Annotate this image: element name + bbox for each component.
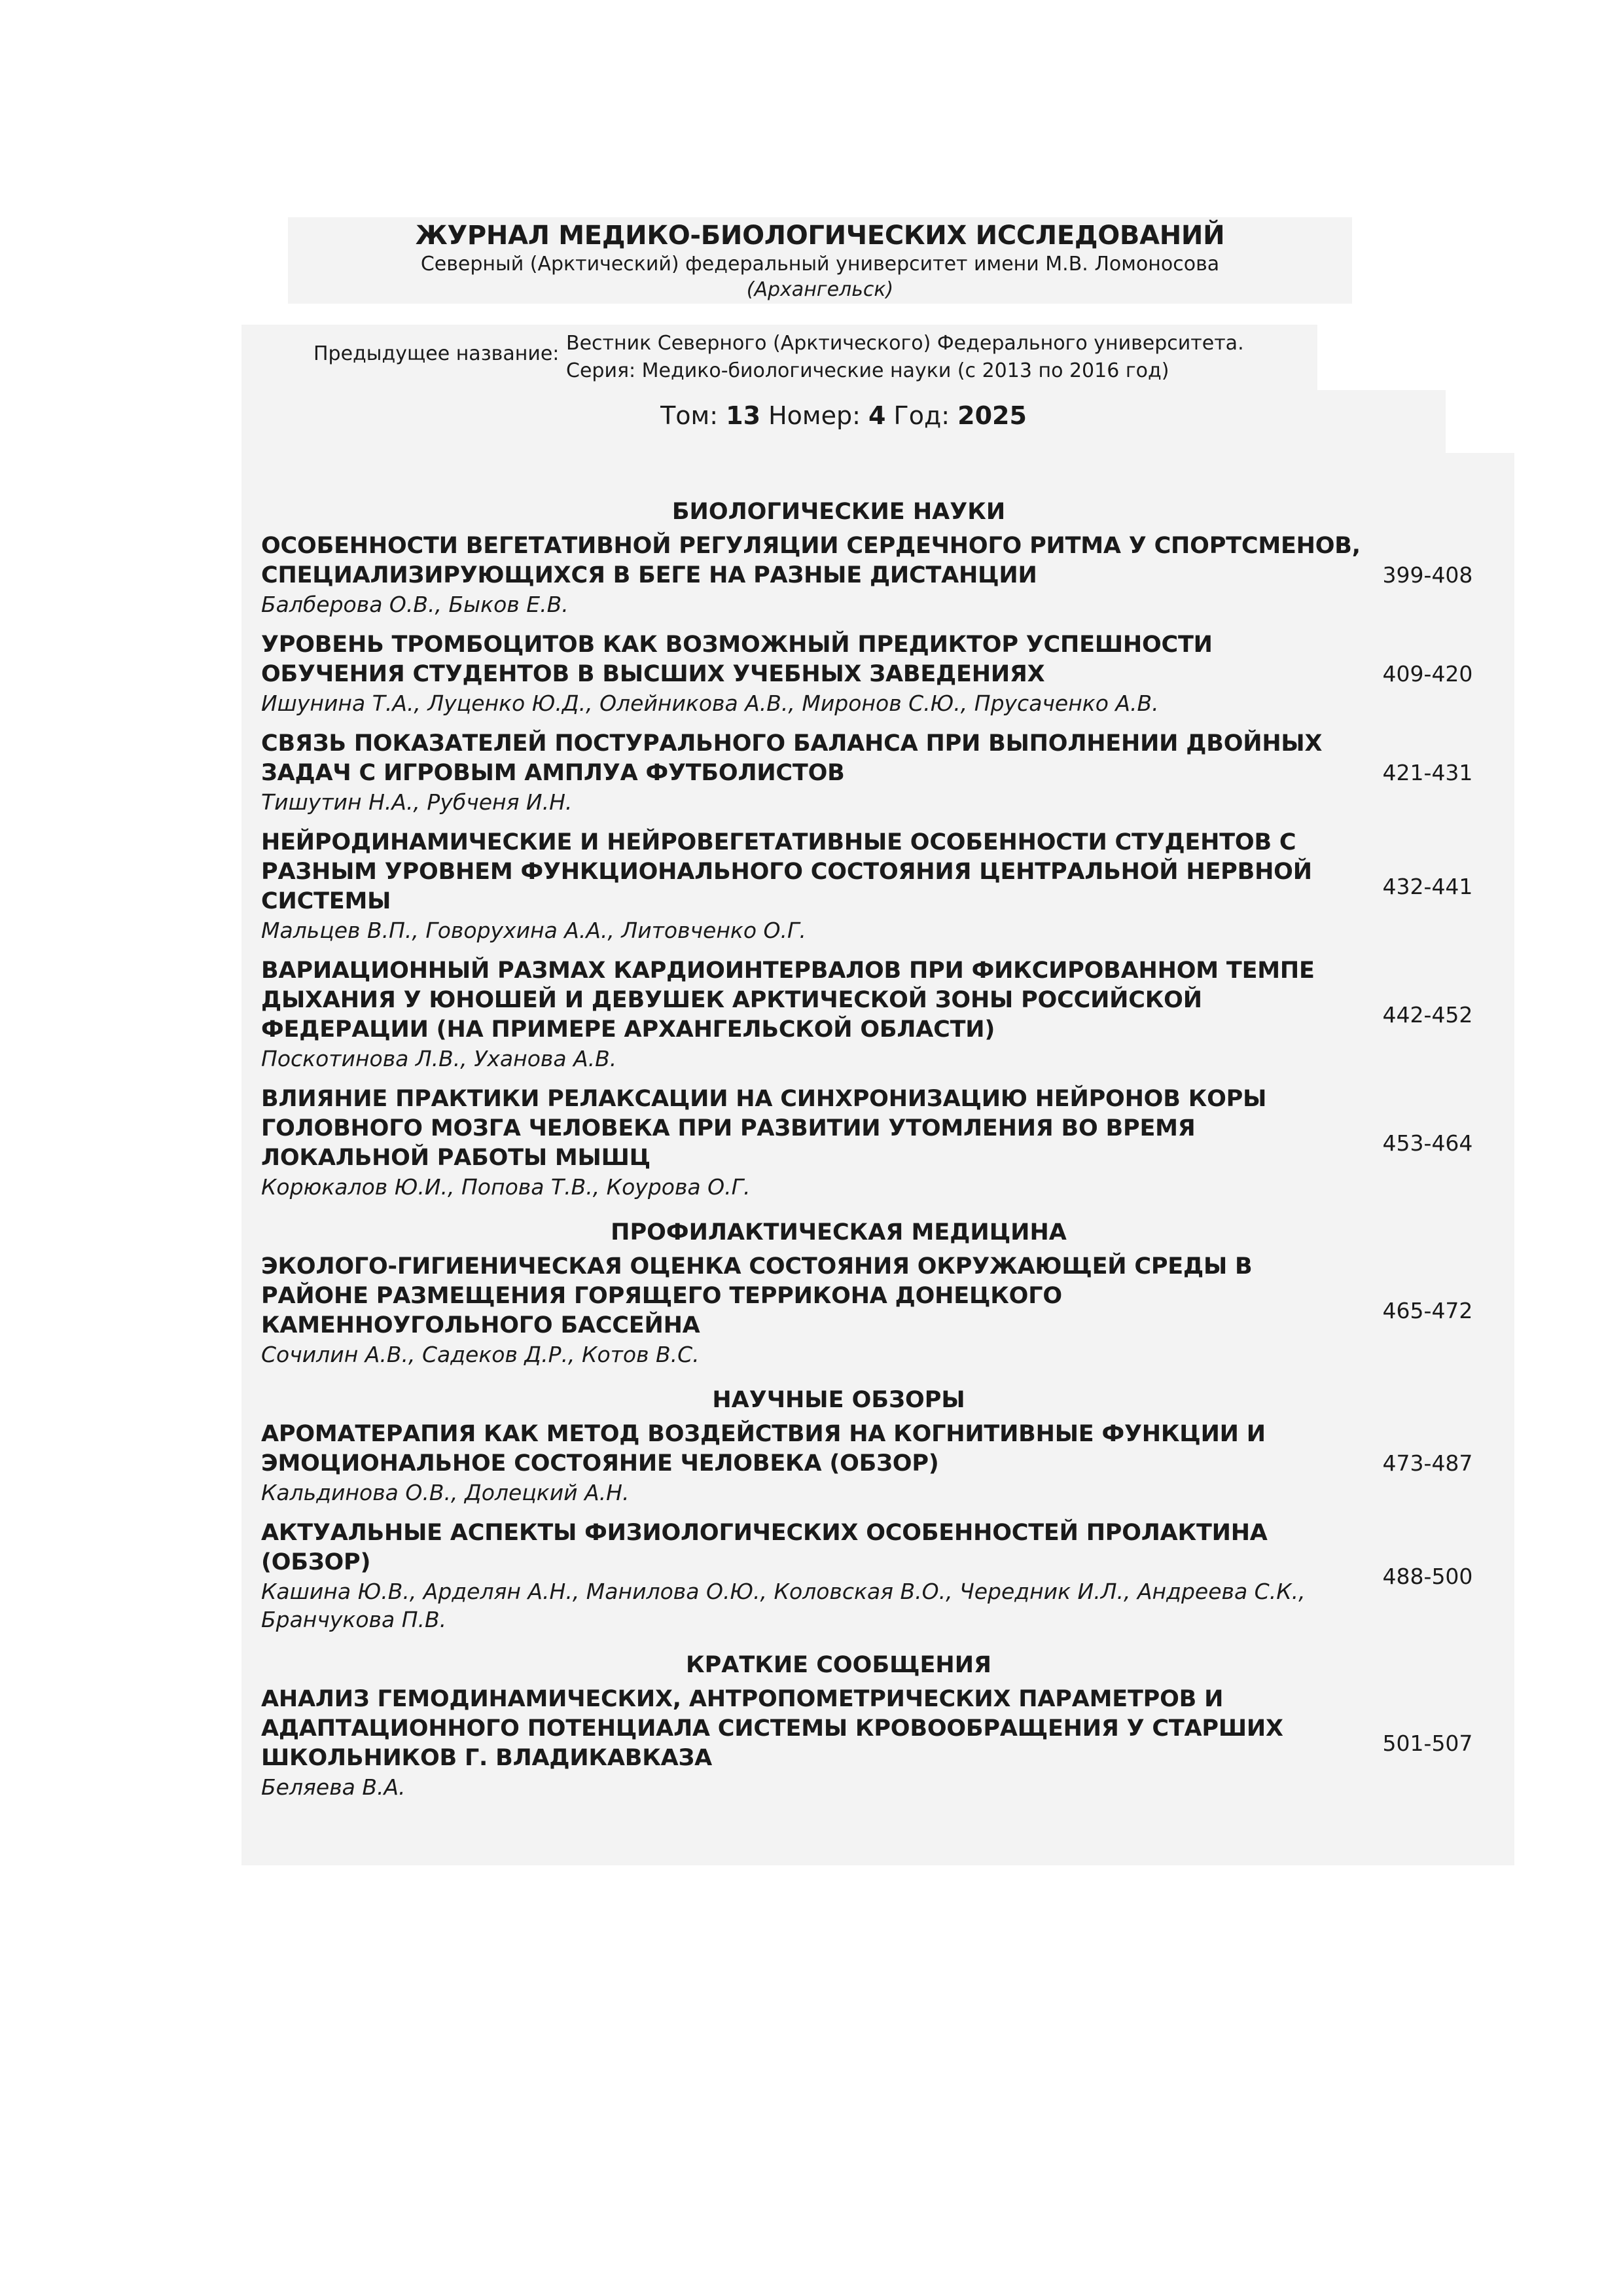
volume-label: Том: <box>660 401 719 430</box>
article-title[interactable]: ВЛИЯНИЕ ПРАКТИКИ РЕЛАКСАЦИИ НА СИНХРОНИЗАЦИЮ НЕЙРОНОВ КОРЫ ГОЛОВНОГО МОЗГА ЧЕЛОВЕКА ПРИ РАЗВИТИИ УТОМЛЕНИЯ ВО ВРЕМЯ ЛОКАЛЬНОЙ РАБОТЫ МЫШЦ <box>261 1086 1267 1171</box>
previous-name-block <box>241 325 1317 390</box>
article-authors: Корюкалов Ю.И., Попова Т.В., Коурова О.Г. <box>261 1174 751 1200</box>
article-info <box>261 1685 1361 1801</box>
journal-title: ЖУРНАЛ МЕДИКО-БИОЛОГИЧЕСКИХ ИССЛЕДОВАНИЙ <box>415 221 1225 251</box>
article-authors: Кальдинова О.В., Долецкий А.Н. <box>261 1480 630 1505</box>
article-entry <box>261 956 1495 1073</box>
article-entry <box>261 1085 1495 1201</box>
article-info <box>261 630 1361 717</box>
article-info <box>261 531 1361 619</box>
issue-line <box>241 393 1446 439</box>
article-authors: Ишунина Т.А., Луценко Ю.Д., Олейникова А.В., Миронов С.Ю., Прусаченко А.В. <box>261 691 1159 716</box>
article-title[interactable]: АКТУАЛЬНЫЕ АСПЕКТЫ ФИЗИОЛОГИЧЕСКИХ ОСОБЕННОСТЕЙ ПРОЛАКТИНА (ОБЗОР) <box>261 1520 1268 1575</box>
article-pages: 501-507 <box>1382 1730 1473 1756</box>
section-heading: ПРОФИЛАКТИЧЕСКАЯ МЕДИЦИНА <box>611 1219 1067 1246</box>
article-authors: Мальцев В.П., Говорухина А.А., Литовченко О.Г. <box>261 918 806 943</box>
previous-name-label: Предыдущее название: <box>313 342 560 365</box>
article-info <box>261 956 1361 1073</box>
table-of-contents <box>241 453 1514 1865</box>
number-label: Номер: <box>768 401 861 430</box>
volume-value: 13 <box>726 401 761 430</box>
article-entry <box>261 1518 1495 1634</box>
article-authors: Тишутин Н.А., Рубченя И.Н. <box>261 789 573 815</box>
article-pages: 465-472 <box>1382 1297 1473 1323</box>
article-title[interactable]: УРОВЕНЬ ТРОМБОЦИТОВ КАК ВОЗМОЖНЫЙ ПРЕДИКТОР УСПЕШНОСТИ ОБУЧЕНИЯ СТУДЕНТОВ В ВЫСШИХ УЧЕБНЫХ ЗАВЕДЕНИЯХ <box>261 632 1213 687</box>
journal-publisher: Северный (Арктический) федеральный университет имени М.В. Ломоносова <box>420 253 1220 276</box>
article-title[interactable]: НЕЙРОДИНАМИЧЕСКИЕ И НЕЙРОВЕГЕТАТИВНЫЕ ОСОБЕННОСТИ СТУДЕНТОВ С РАЗНЫМ УРОВНЕМ ФУНКЦИОНАЛЬНОГО СОСТОЯНИЯ ЦЕНТРАЛЬНОЙ НЕРВНОЙ СИСТЕМЫ <box>261 829 1312 914</box>
article-title[interactable]: СВЯЗЬ ПОКАЗАТЕЛЕЙ ПОСТУРАЛЬНОГО БАЛАНСА ПРИ ВЫПОЛНЕНИИ ДВОЙНЫХ ЗАДАЧ С ИГРОВЫМ АМПЛУА ФУТБОЛИСТОВ <box>261 730 1323 786</box>
journal-header <box>288 217 1352 304</box>
article-title[interactable]: ВАРИАЦИОННЫЙ РАЗМАХ КАРДИОИНТЕРВАЛОВ ПРИ ФИКСИРОВАННОМ ТЕМПЕ ДЫХАНИЯ У ЮНОШЕЙ И ДЕВУШЕК АРКТИЧЕСКОЙ ЗОНЫ РОССИЙСКОЙ ФЕДЕРАЦИИ (НА ПРИМЕРЕ АРХАНГЕЛЬСКОЙ ОБЛАСТИ) <box>261 958 1315 1043</box>
article-pages: 421-431 <box>1382 760 1473 785</box>
article-authors: Балберова О.В., Быков Е.В. <box>261 592 569 617</box>
article-pages: 432-441 <box>1382 873 1473 899</box>
article-pages: 473-487 <box>1382 1450 1473 1476</box>
article-info <box>261 1085 1361 1201</box>
section-heading: БИОЛОГИЧЕСКИЕ НАУКИ <box>671 499 1006 525</box>
article-entry <box>261 531 1495 619</box>
section-heading: НАУЧНЫЕ ОБЗОРЫ <box>712 1387 965 1413</box>
article-pages: 409-420 <box>1382 661 1473 687</box>
number-value: 4 <box>868 401 886 430</box>
article-title[interactable]: АРОМАТЕРАПИЯ КАК МЕТОД ВОЗДЕЙСТВИЯ НА КОГНИТИВНЫЕ ФУНКЦИИ И ЭМОЦИОНАЛЬНОЕ СОСТОЯНИЕ ЧЕЛОВЕКА (ОБЗОР) <box>261 1421 1266 1477</box>
article-entry <box>261 1252 1495 1369</box>
article-authors: Кашина Ю.В., Арделян А.Н., Манилова О.Ю., Коловская В.О., Чередник И.Л., Андреева С.К., Бранчукова П.В. <box>261 1579 1306 1632</box>
article-title[interactable]: АНАЛИЗ ГЕМОДИНАМИЧЕСКИХ, АНТРОПОМЕТРИЧЕСКИХ ПАРАМЕТРОВ И АДАПТАЦИОННОГО ПОТЕНЦИАЛА СИСТЕМЫ КРОВООБРАЩЕНИЯ У СТАРШИХ ШКОЛЬНИКОВ Г. ВЛАДИКАВКАЗА <box>261 1686 1283 1771</box>
article-authors: Беляева В.А. <box>261 1774 406 1800</box>
article-pages: 442-452 <box>1382 1001 1473 1028</box>
article-authors: Сочилин А.В., Садеков Д.Р., Котов В.С. <box>261 1342 700 1367</box>
year-label: Год: <box>893 401 950 430</box>
article-info <box>261 1518 1361 1634</box>
article-info <box>261 828 1361 944</box>
article-entry <box>261 1685 1495 1801</box>
article-authors: Поскотинова Л.В., Уханова А.В. <box>261 1046 617 1071</box>
issue-info <box>241 390 1446 453</box>
previous-name-value: Вестник Северного (Арктического) Федерального университета. Серия: Медико-биологические науки (с 2013 по 2016 год) <box>566 332 1244 382</box>
article-title[interactable]: ЭКОЛОГО-ГИГИЕНИЧЕСКАЯ ОЦЕНКА СОСТОЯНИЯ ОКРУЖАЮЩЕЙ СРЕДЫ В РАЙОНЕ РАЗМЕЩЕНИЯ ГОРЯЩЕГО ТЕРРИКОНА ДОНЕЦКОГО КАМЕННОУГОЛЬНОГО БАССЕЙНА <box>261 1253 1253 1338</box>
article-entry <box>261 828 1495 944</box>
article-entry <box>261 1420 1495 1507</box>
article-pages: 488-500 <box>1382 1563 1473 1589</box>
year-value: 2025 <box>957 401 1027 430</box>
article-info <box>261 1252 1361 1369</box>
article-entry <box>261 630 1495 717</box>
article-entry <box>261 729 1495 816</box>
toc-list <box>261 492 1495 1813</box>
article-info <box>261 1420 1361 1507</box>
article-pages: 399-408 <box>1382 562 1473 588</box>
article-pages: 453-464 <box>1382 1130 1473 1156</box>
article-title[interactable]: ОСОБЕННОСТИ ВЕГЕТАТИВНОЙ РЕГУЛЯЦИИ СЕРДЕЧНОГО РИТМА У СПОРТСМЕНОВ, СПЕЦИАЛИЗИРУЮЩИХСЯ В БЕГЕ НА РАЗНЫЕ ДИСТАНЦИИ <box>261 533 1361 588</box>
section-heading: КРАТКИЕ СООБЩЕНИЯ <box>686 1652 991 1678</box>
article-info <box>261 729 1361 816</box>
journal-city: (Архангельск) <box>746 278 894 301</box>
